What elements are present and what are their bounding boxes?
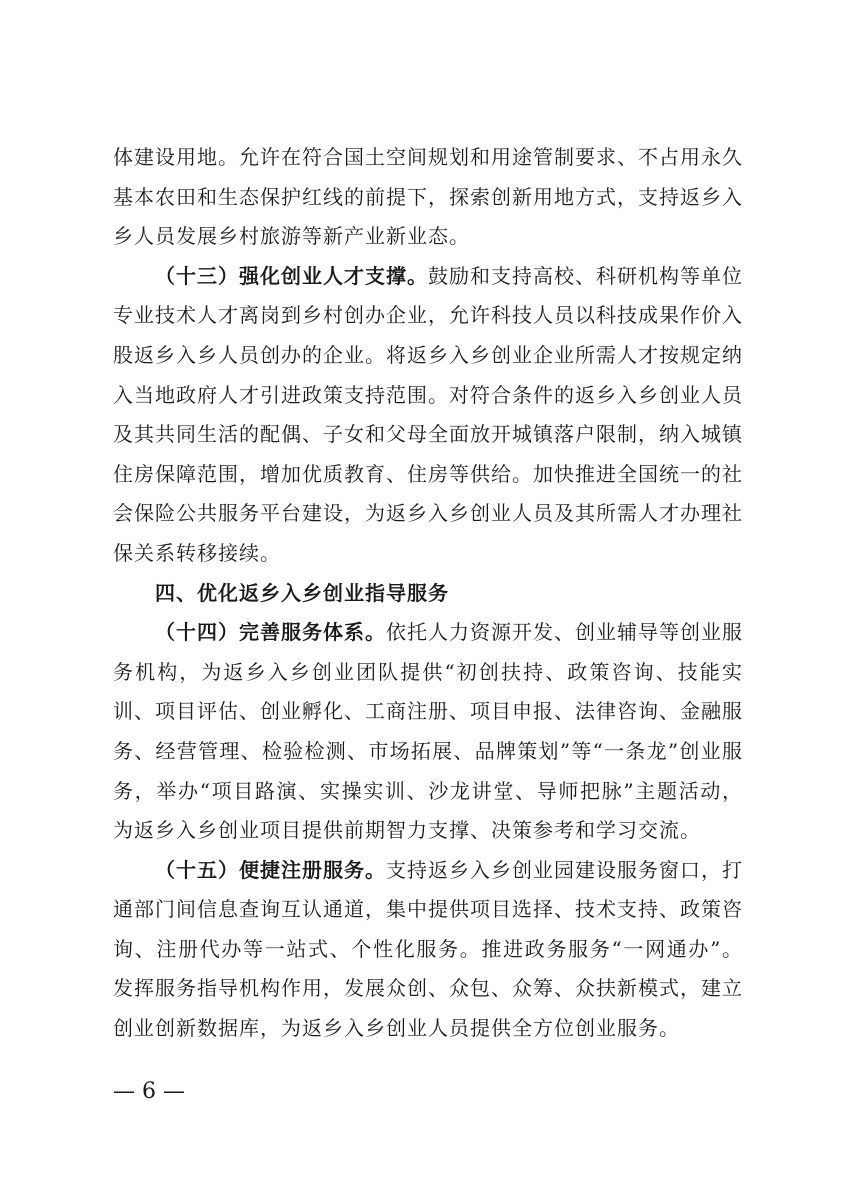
document-body [113, 138, 743, 1049]
paragraph-text: 鼓励和支持高校、科研机构等单位专业技术人才离岗到乡村创办企业，允许科技人员以科技成果作价入股返乡入乡人员创办的企业。将返乡入乡创业企业所需人才按规定纳入当地政府人才引进政策支持范围。对符合条件的返乡入乡创业人员及其共同生活的配偶、子女和父母全面放开城镇落户限制，纳入城镇住房保障范围，增加优质教育、住房等供给。加快推进全国统一的社会保险公共服务平台建设，为返乡入乡创业人员及其所需人才办理社保关系转移接续。 [113, 263, 743, 565]
paragraph-lead-heading: （十三）强化创业人才支撑。 [155, 263, 428, 288]
paragraph-registration-service [113, 851, 743, 1049]
paragraph-lead-heading: （十五）便捷注册服务。 [155, 857, 386, 882]
section-heading-guidance-services: 四、优化返乡入乡创业指导服务 [155, 580, 449, 605]
paragraph-text: 体建设用地。允许在符合国土空间规划和用途管制要求、不占用永久基本农田和生态保护红线的前提下，探索创新用地方式，支持返乡入乡人员发展乡村旅游等新产业新业态。 [113, 145, 743, 249]
paragraph-service-system [113, 613, 743, 851]
paragraph-talent-support [113, 257, 743, 574]
paragraph-text: 依托人力资源开发、创业辅导等创业服务机构，为返乡入乡创业团队提供“初创扶持、政策咨询、技能实训、项目评估、创业孵化、工商注册、项目申报、法律咨询、金融服务、经营管理、检验检测、市场拓展、品牌策划”等“一条龙”创业服务，举办“项目路演、实操实训、沙龙讲堂、导师把脉”主题活动，为返乡入乡创业项目提供前期智力支撑、决策参考和学习交流。 [113, 620, 743, 843]
page-number: — 6 — [113, 1079, 185, 1104]
paragraph-land-use [113, 138, 743, 257]
paragraph-lead-heading: （十四）完善服务体系。 [155, 620, 386, 645]
paragraph-text: 支持返乡入乡创业园建设服务窗口，打通部门间信息查询互认通道，集中提供项目选择、技术支持、政策咨询、注册代办等一站式、个性化服务。推进政务服务“一网通办”。发挥服务指导机构作用，发展众创、众包、众筹、众扶新模式，建立创业创新数据库，为返乡入乡创业人员提供全方位创业服务。 [113, 857, 743, 1041]
